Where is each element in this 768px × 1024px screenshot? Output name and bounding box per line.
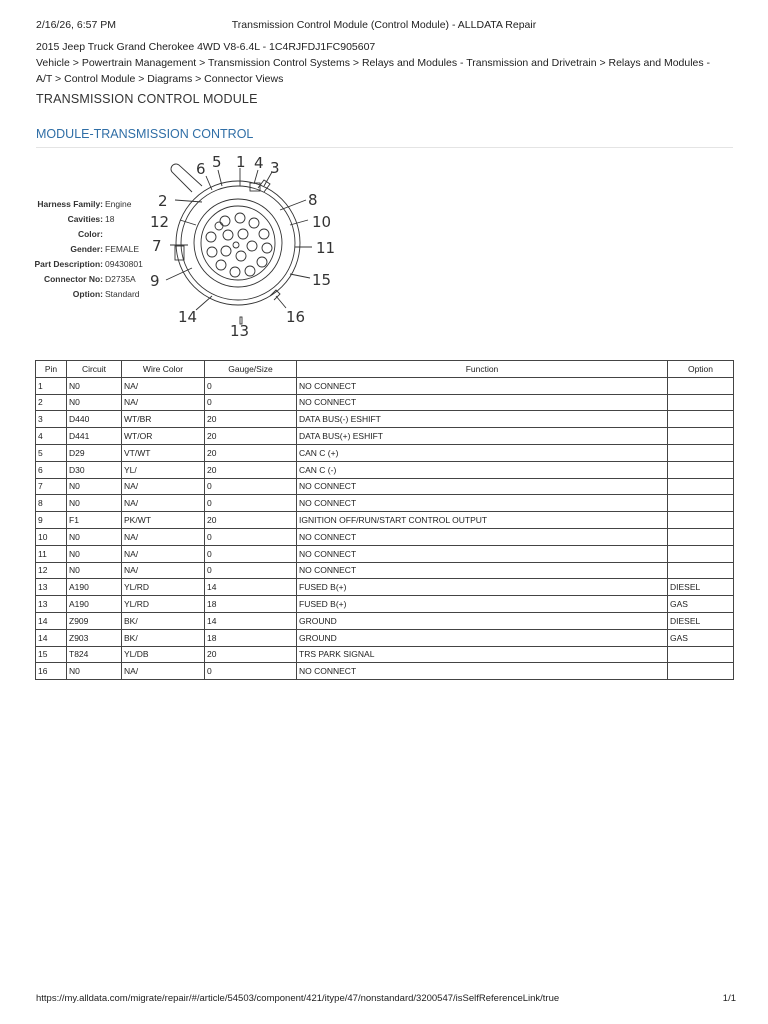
cell-gauge: 20	[205, 444, 297, 461]
cell-wire-color: NA/	[122, 377, 205, 394]
cell-function: NO CONNECT	[297, 562, 668, 579]
cell-circuit: N0	[67, 377, 122, 394]
prop-label: Gender:	[70, 244, 103, 254]
pin-label-9: 9	[150, 272, 160, 290]
table-row	[36, 596, 734, 613]
cell-pin: 11	[36, 545, 67, 562]
cell-gauge: 14	[205, 612, 297, 629]
table-row	[36, 428, 734, 445]
footer-url: https://my.alldata.com/migrate/repair/#/article/54503/component/421/itype/47/nonstandard/3200547/isSelfReferenceLink/true	[36, 993, 560, 1004]
col-header-circuit: Circuit	[67, 361, 122, 378]
cell-wire-color: YL/RD	[122, 596, 205, 613]
cell-pin: 1	[36, 377, 67, 394]
table-header-row	[36, 361, 734, 378]
cell-pin: 16	[36, 663, 67, 680]
cell-wire-color: YL/DB	[122, 646, 205, 663]
table-row	[36, 377, 734, 394]
pin-label-7: 7	[152, 237, 162, 255]
cell-option	[668, 512, 734, 529]
cell-gauge: 0	[205, 495, 297, 512]
cell-gauge: 0	[205, 528, 297, 545]
cell-pin: 12	[36, 562, 67, 579]
cell-wire-color: NA/	[122, 663, 205, 680]
cell-circuit: D30	[67, 461, 122, 478]
page-title: TRANSMISSION CONTROL MODULE	[36, 92, 258, 106]
cell-wire-color: NA/	[122, 495, 205, 512]
cell-circuit: N0	[67, 663, 122, 680]
connector-diagram	[140, 150, 340, 345]
prop-value: Engine	[105, 199, 132, 209]
cell-function: GROUND	[297, 629, 668, 646]
cell-pin: 10	[36, 528, 67, 545]
cell-option	[668, 495, 734, 512]
pin-label-10: 10	[312, 213, 332, 231]
cell-pin: 13	[36, 596, 67, 613]
cell-circuit: A190	[67, 596, 122, 613]
table-row	[36, 394, 734, 411]
cell-circuit: Z903	[67, 629, 122, 646]
table-row	[36, 629, 734, 646]
pin-label-6: 6	[196, 160, 206, 178]
prop-label: Option:	[72, 289, 103, 299]
cell-option	[668, 528, 734, 545]
cell-pin: 7	[36, 478, 67, 495]
table-row	[36, 579, 734, 596]
pin-label-14: 14	[178, 308, 198, 326]
cell-pin: 2	[36, 394, 67, 411]
cell-wire-color: VT/WT	[122, 444, 205, 461]
cell-option	[668, 428, 734, 445]
cell-option	[668, 411, 734, 428]
cell-function: CAN C (-)	[297, 461, 668, 478]
cell-circuit: N0	[67, 545, 122, 562]
cell-option	[668, 646, 734, 663]
pin-label-1: 1	[236, 153, 246, 171]
cell-function: FUSED B(+)	[297, 579, 668, 596]
table-row	[36, 512, 734, 529]
cell-gauge: 20	[205, 461, 297, 478]
cell-circuit: D440	[67, 411, 122, 428]
cell-option	[668, 461, 734, 478]
table-row	[36, 646, 734, 663]
prop-harness-family	[24, 197, 143, 212]
cell-function: DATA BUS(+) ESHIFT	[297, 428, 668, 445]
pin-label-12: 12	[150, 213, 170, 231]
page-number: 1/1	[722, 993, 736, 1004]
cell-option	[668, 478, 734, 495]
prop-value: 18	[105, 214, 115, 224]
prop-connector-no	[24, 272, 143, 287]
cell-option: GAS	[668, 596, 734, 613]
cell-pin: 8	[36, 495, 67, 512]
cell-pin: 9	[36, 512, 67, 529]
prop-value: D2735A	[105, 274, 136, 284]
prop-value	[103, 227, 105, 242]
cell-circuit: N0	[67, 394, 122, 411]
cell-option	[668, 444, 734, 461]
cell-wire-color: NA/	[122, 528, 205, 545]
breadcrumb[interactable]: Vehicle > Powertrain Management > Transmission Control Systems > Relays and Modules - Transmission and Drivetrain > Relays and Modules - A/T > Control Module > Diagrams > Connector Views	[36, 57, 711, 85]
cell-circuit: D441	[67, 428, 122, 445]
table-row	[36, 612, 734, 629]
col-header-gauge: Gauge/Size	[205, 361, 297, 378]
cell-function: NO CONNECT	[297, 478, 668, 495]
cell-gauge: 0	[205, 663, 297, 680]
print-date: 2/16/26, 6:57 PM	[36, 19, 116, 31]
prop-label: Harness Family:	[37, 199, 103, 209]
table-row	[36, 444, 734, 461]
cell-function: CAN C (+)	[297, 444, 668, 461]
cell-gauge: 0	[205, 562, 297, 579]
cell-function: TRS PARK SIGNAL	[297, 646, 668, 663]
prop-option	[24, 287, 143, 302]
cell-wire-color: NA/	[122, 562, 205, 579]
pin-label-8: 8	[308, 191, 318, 209]
cell-gauge: 20	[205, 428, 297, 445]
cell-gauge: 0	[205, 377, 297, 394]
print-title: Transmission Control Module (Control Module) - ALLDATA Repair	[231, 19, 537, 31]
cell-option	[668, 545, 734, 562]
cell-pin: 3	[36, 411, 67, 428]
pin-table-body	[36, 377, 734, 679]
cell-wire-color: WT/BR	[122, 411, 205, 428]
cell-circuit: A190	[67, 579, 122, 596]
section-divider	[36, 147, 733, 148]
cell-circuit: F1	[67, 512, 122, 529]
cell-function: NO CONNECT	[297, 394, 668, 411]
cell-circuit: Z909	[67, 612, 122, 629]
prop-part-description	[24, 257, 143, 272]
cell-function: IGNITION OFF/RUN/START CONTROL OUTPUT	[297, 512, 668, 529]
table-row	[36, 562, 734, 579]
cell-function: NO CONNECT	[297, 377, 668, 394]
prop-cavities	[24, 212, 143, 227]
table-row	[36, 545, 734, 562]
cell-option: GAS	[668, 629, 734, 646]
cell-wire-color: PK/WT	[122, 512, 205, 529]
pin-label-4: 4	[254, 154, 264, 172]
cell-option	[668, 663, 734, 680]
cell-gauge: 20	[205, 646, 297, 663]
cell-function: NO CONNECT	[297, 663, 668, 680]
col-header-wire-color: Wire Color	[122, 361, 205, 378]
cell-function: GROUND	[297, 612, 668, 629]
cell-wire-color: BK/	[122, 612, 205, 629]
cell-gauge: 0	[205, 478, 297, 495]
table-row	[36, 495, 734, 512]
cell-function: FUSED B(+)	[297, 596, 668, 613]
cell-function: NO CONNECT	[297, 545, 668, 562]
cell-function: DATA BUS(-) ESHIFT	[297, 411, 668, 428]
cell-wire-color: YL/	[122, 461, 205, 478]
cell-pin: 15	[36, 646, 67, 663]
cell-wire-color: NA/	[122, 478, 205, 495]
pin-label-11: 11	[316, 239, 336, 257]
table-row	[36, 478, 734, 495]
pin-table	[35, 360, 734, 680]
cell-gauge: 14	[205, 579, 297, 596]
cell-wire-color: NA/	[122, 545, 205, 562]
prop-value: Standard	[105, 289, 140, 299]
prop-label: Part Description:	[34, 259, 103, 269]
cell-gauge: 0	[205, 545, 297, 562]
cell-gauge: 0	[205, 394, 297, 411]
cell-option	[668, 562, 734, 579]
cell-circuit: N0	[67, 562, 122, 579]
table-row	[36, 663, 734, 680]
cell-function: NO CONNECT	[297, 528, 668, 545]
cell-pin: 5	[36, 444, 67, 461]
pin-label-2: 2	[158, 192, 168, 210]
connector-properties	[24, 197, 143, 302]
prop-value: 09430801	[105, 259, 143, 269]
cell-pin: 14	[36, 612, 67, 629]
cell-pin: 6	[36, 461, 67, 478]
table-row	[36, 411, 734, 428]
cell-wire-color: YL/RD	[122, 579, 205, 596]
cell-gauge: 20	[205, 411, 297, 428]
prop-label: Cavities:	[67, 214, 103, 224]
cell-pin: 14	[36, 629, 67, 646]
cell-circuit: T824	[67, 646, 122, 663]
col-header-option: Option	[668, 361, 734, 378]
cell-option	[668, 394, 734, 411]
prop-gender	[24, 242, 143, 257]
pin-label-16: 16	[286, 308, 306, 326]
cell-option: DIESEL	[668, 612, 734, 629]
pin-label-5: 5	[212, 153, 222, 171]
section-title: MODULE-TRANSMISSION CONTROL	[36, 127, 254, 141]
cell-option	[668, 377, 734, 394]
cell-pin: 4	[36, 428, 67, 445]
pin-label-15: 15	[312, 271, 332, 289]
cell-wire-color: WT/OR	[122, 428, 205, 445]
cell-circuit: D29	[67, 444, 122, 461]
cell-circuit: N0	[67, 528, 122, 545]
prop-value: FEMALE	[105, 244, 140, 254]
prop-label: Color:	[77, 229, 103, 239]
cell-gauge: 18	[205, 596, 297, 613]
col-header-function: Function	[297, 361, 668, 378]
prop-label: Connector No:	[43, 274, 103, 284]
table-row	[36, 528, 734, 545]
cell-gauge: 20	[205, 512, 297, 529]
pin-label-13: 13	[230, 322, 250, 340]
pin-label-3: 3	[270, 159, 280, 177]
cell-circuit: N0	[67, 495, 122, 512]
vehicle-info: 2015 Jeep Truck Grand Cherokee 4WD V8-6.4L - 1C4RJFDJ1FC905607	[36, 41, 376, 53]
cell-wire-color: NA/	[122, 394, 205, 411]
table-row	[36, 461, 734, 478]
cell-circuit: N0	[67, 478, 122, 495]
prop-color	[24, 227, 143, 242]
cell-option: DIESEL	[668, 579, 734, 596]
col-header-pin: Pin	[36, 361, 67, 378]
cell-pin: 13	[36, 579, 67, 596]
cell-function: NO CONNECT	[297, 495, 668, 512]
cell-gauge: 18	[205, 629, 297, 646]
cell-wire-color: BK/	[122, 629, 205, 646]
